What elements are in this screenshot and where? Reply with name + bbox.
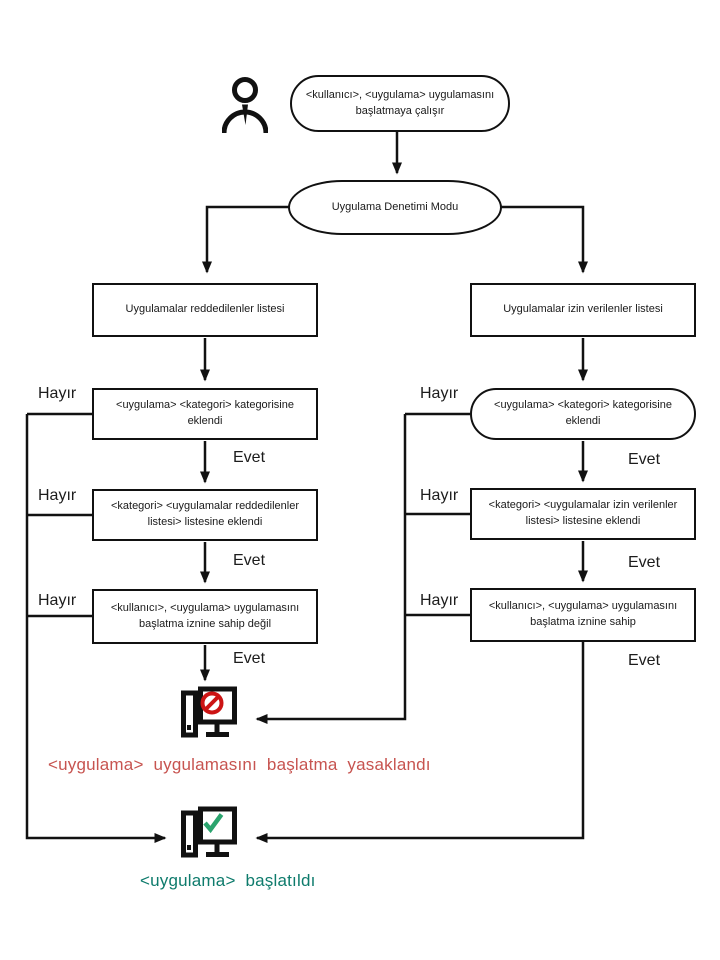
no-label: Hayır xyxy=(420,385,459,402)
denied-list-added-node: <kategori> <uygulamalar reddedilenler listesi> listesine eklendi xyxy=(92,489,318,541)
yes-label: Evet xyxy=(233,449,266,466)
yes-label: Evet xyxy=(233,650,266,667)
yes-label: Evet xyxy=(628,652,661,669)
no-label: Hayır xyxy=(420,487,459,504)
denied-list-node: Uygulamalar reddedilenler listesi xyxy=(92,283,318,337)
allowed-list-node: Uygulamalar izin verilenler listesi xyxy=(470,283,696,337)
yes-label: Evet xyxy=(233,552,266,569)
no-label: Hayır xyxy=(38,592,77,609)
user-icon xyxy=(222,76,268,138)
allowed-list-added-node: <kategori> <uygulamalar izin verilenler listesi> listesine eklendi xyxy=(470,488,696,540)
computer-blocked-icon xyxy=(180,686,238,744)
mode-node: Uygulama Denetimi Modu xyxy=(288,180,502,235)
no-label: Hayır xyxy=(38,487,77,504)
computer-check-icon xyxy=(180,806,238,864)
no-label: Hayır xyxy=(420,592,459,609)
blocked-outcome-text: <uygulama> uygulamasını başlatma yasaklandı xyxy=(48,755,431,774)
no-label: Hayır xyxy=(38,385,77,402)
denied-category-node: <uygulama> <kategori> kategorisine eklendi xyxy=(92,388,318,440)
yes-label: Evet xyxy=(628,554,661,571)
yes-label: Evet xyxy=(628,451,661,468)
allowed-permission-node: <kullanıcı>, <uygulama> uygulamasını başlatma iznine sahip xyxy=(470,588,696,642)
start-node: <kullanıcı>, <uygulama> uygulamasını başlatmaya çalışır xyxy=(290,75,510,132)
denied-permission-node: <kullanıcı>, <uygulama> uygulamasını başlatma iznine sahip değil xyxy=(92,589,318,644)
allowed-category-node: <uygulama> <kategori> kategorisine eklendi xyxy=(470,388,696,440)
started-outcome-text: <uygulama> başlatıldı xyxy=(140,871,316,890)
